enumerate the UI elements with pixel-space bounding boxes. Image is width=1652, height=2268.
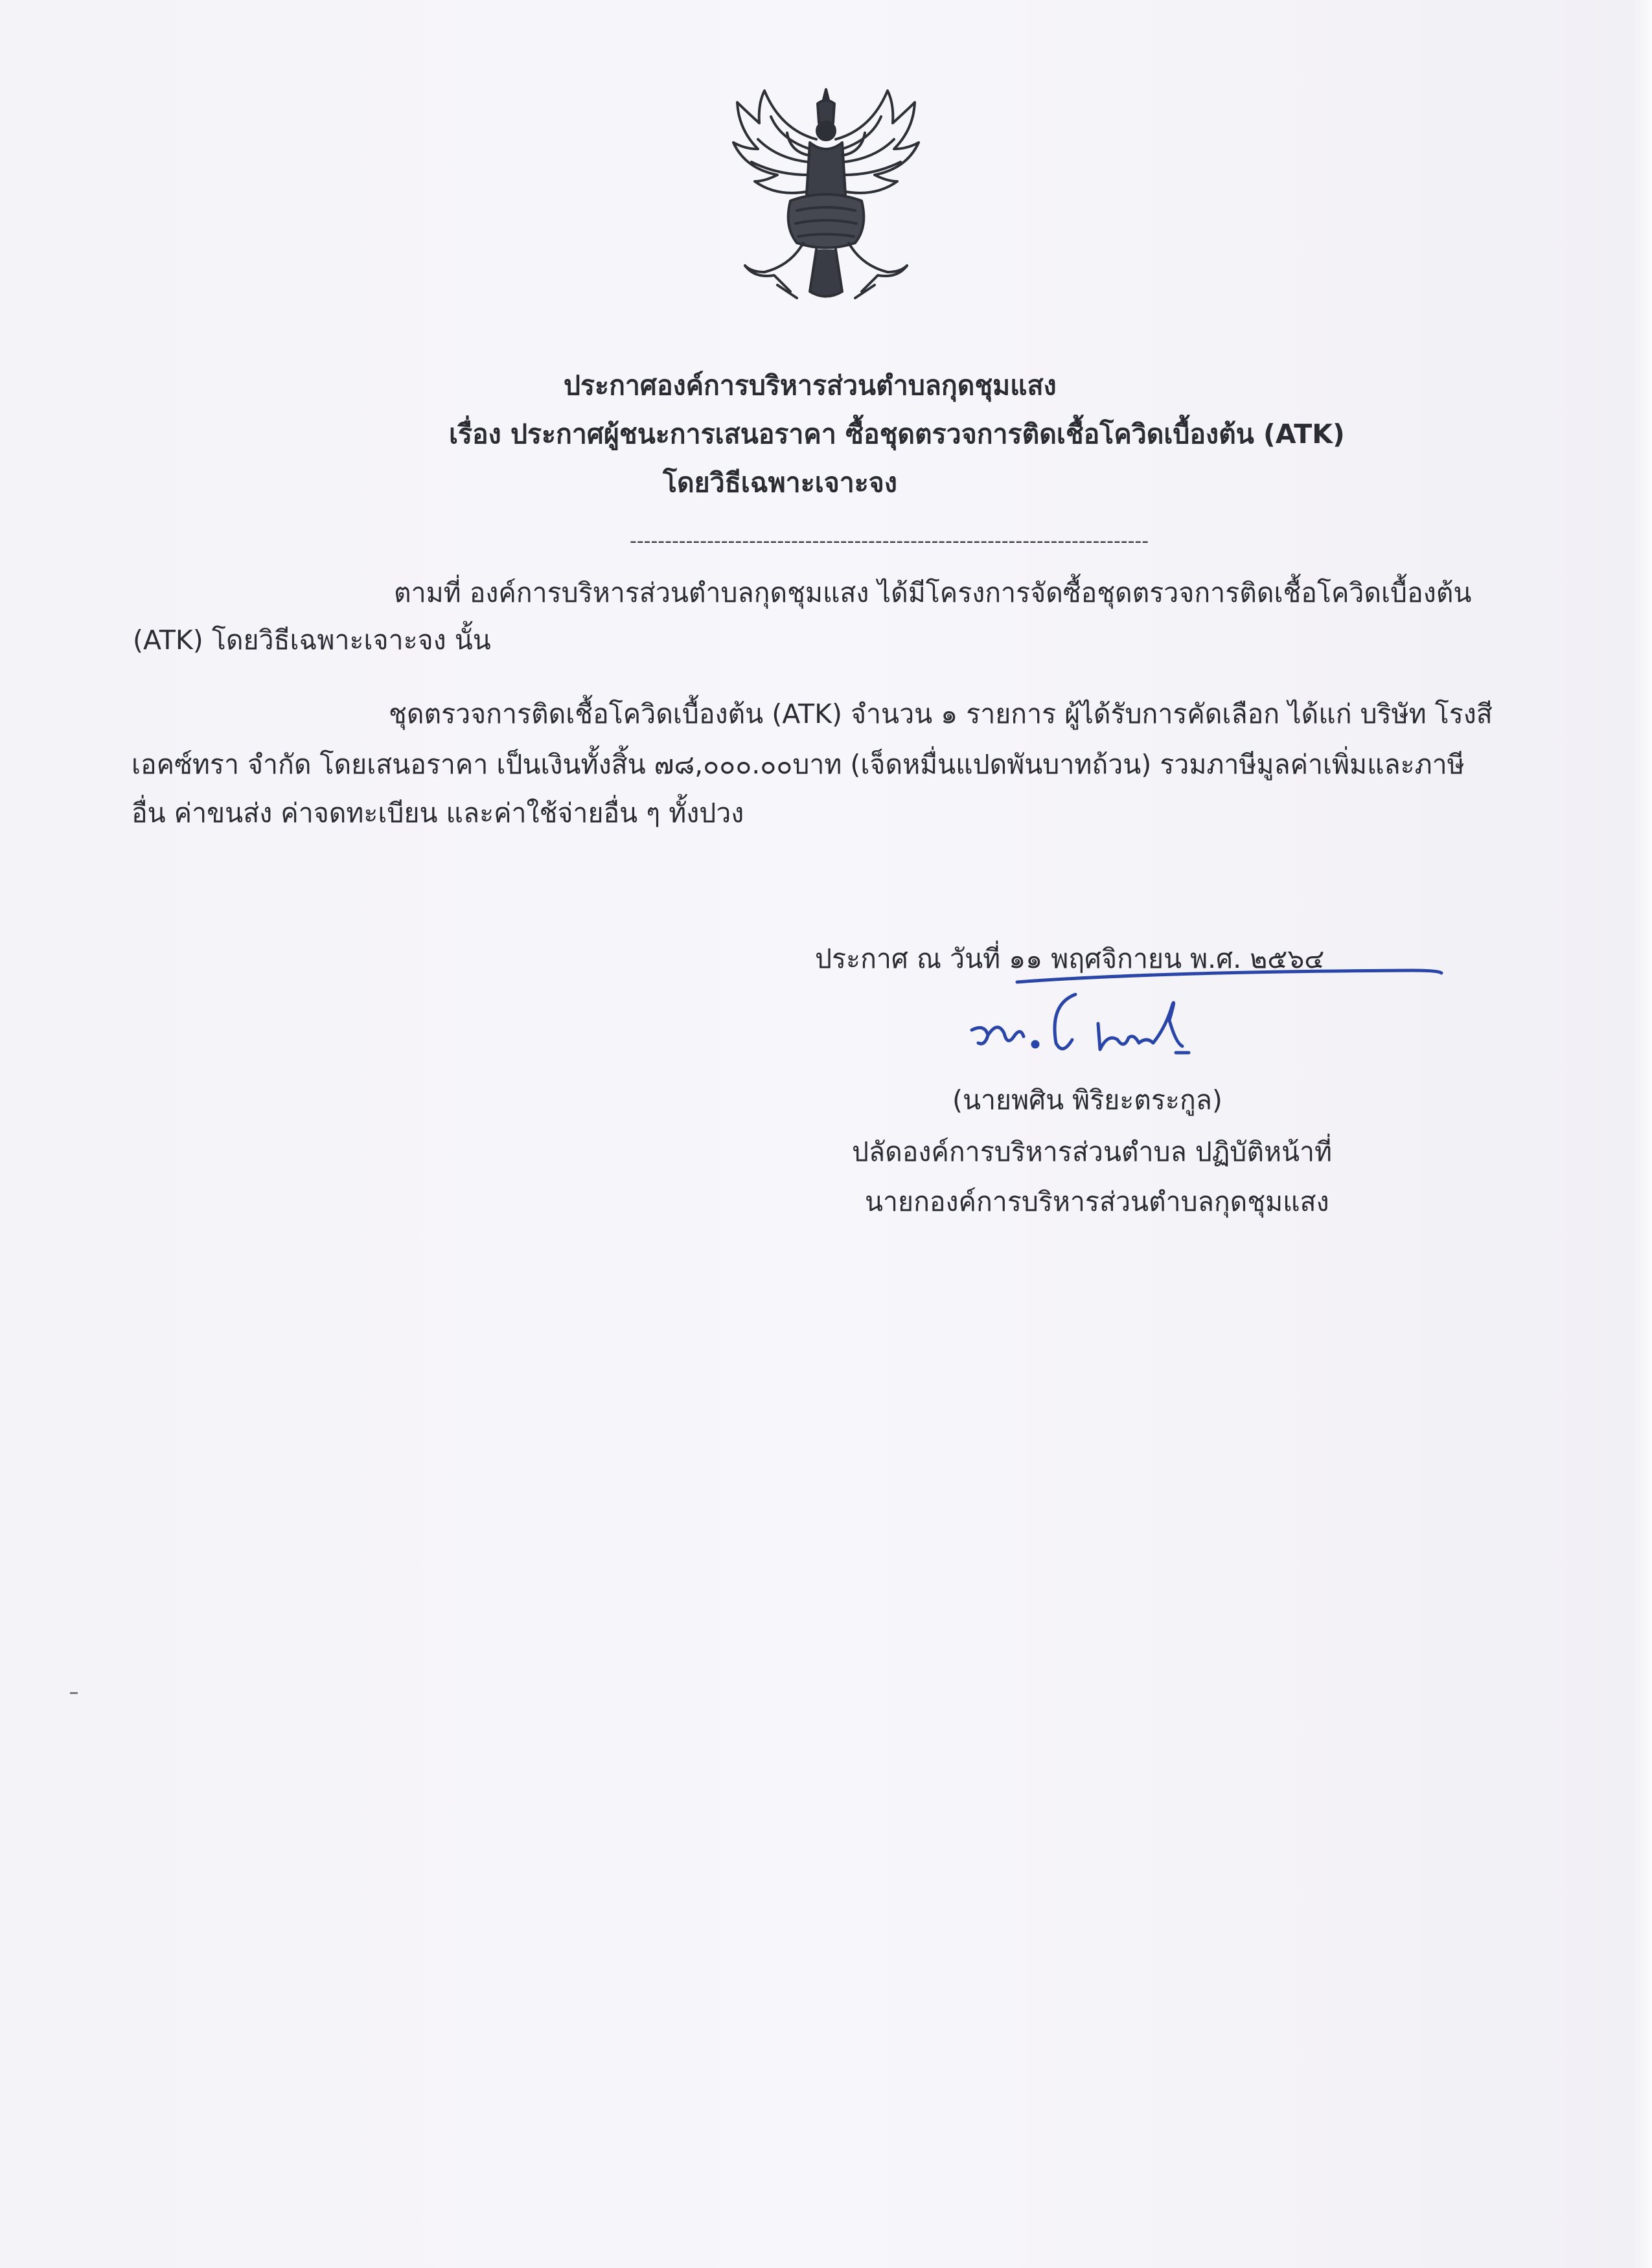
signer-name: (นายพศิน พิริยะตระกูล) — [952, 1084, 1222, 1116]
page-edge — [1633, 0, 1652, 2268]
announcement-date: ประกาศ ณ วันที่ ๑๑ พฤศจิกายน พ.ศ. ๒๕๖๔ — [815, 943, 1325, 974]
signer-position-line-2: นายกองค์การบริหารส่วนตำบลกุดชุมแสง — [865, 1186, 1329, 1217]
divider-line: -------------------------------------------------------------------------- — [630, 530, 1149, 553]
scan-speck — [70, 1692, 78, 1694]
paragraph-1-line-1: ตามที่ องค์การบริหารส่วนตำบลกุดชุมแสง ได้มีโครงการจัดซื้อชุดตรวจการติดเชื้อโควิดเบื้องต้น — [394, 577, 1472, 608]
document-subject: เรื่อง ประกาศผู้ชนะการเสนอราคา ซื้อชุดตรวจการติดเชื้อโควิดเบื้องต้น (ATK) — [449, 418, 1345, 450]
signer-position-line-1: ปลัดองค์การบริหารส่วนตำบล ปฏิบัติหน้าที่ — [852, 1136, 1333, 1167]
procurement-method: โดยวิธีเฉพาะเจาะจง — [663, 467, 897, 498]
paragraph-2-line-1: ชุดตรวจการติดเชื้อโควิดเบื้องต้น (ATK) จำนวน ๑ รายการ ผู้ได้รับการคัดเลือก ได้แก่ บริษัท โรงสี — [389, 698, 1493, 729]
paragraph-2-line-2: เอคซ์ทรา จำกัด โดยเสนอราคา เป็นเงินทั้งสิ้น ๗๘,๐๐๐.๐๐บาท (เจ็ดหมื่นแปดพันบาทถ้วน) รวมภาษีมูลค่าเพิ่มและภาษี — [132, 749, 1465, 780]
paragraph-1-line-2: (ATK) โดยวิธีเฉพาะเจาะจง นั้น — [133, 624, 491, 656]
document-title: ประกาศองค์การบริหารส่วนตำบลกุดชุมแสง — [564, 370, 1057, 401]
garuda-emblem-icon — [719, 78, 933, 311]
handwritten-signature — [959, 959, 1451, 1069]
paragraph-2-line-3: อื่น ค่าขนส่ง ค่าจดทะเบียน และค่าใช้จ่ายอื่น ๆ ทั้งปวง — [132, 797, 744, 829]
